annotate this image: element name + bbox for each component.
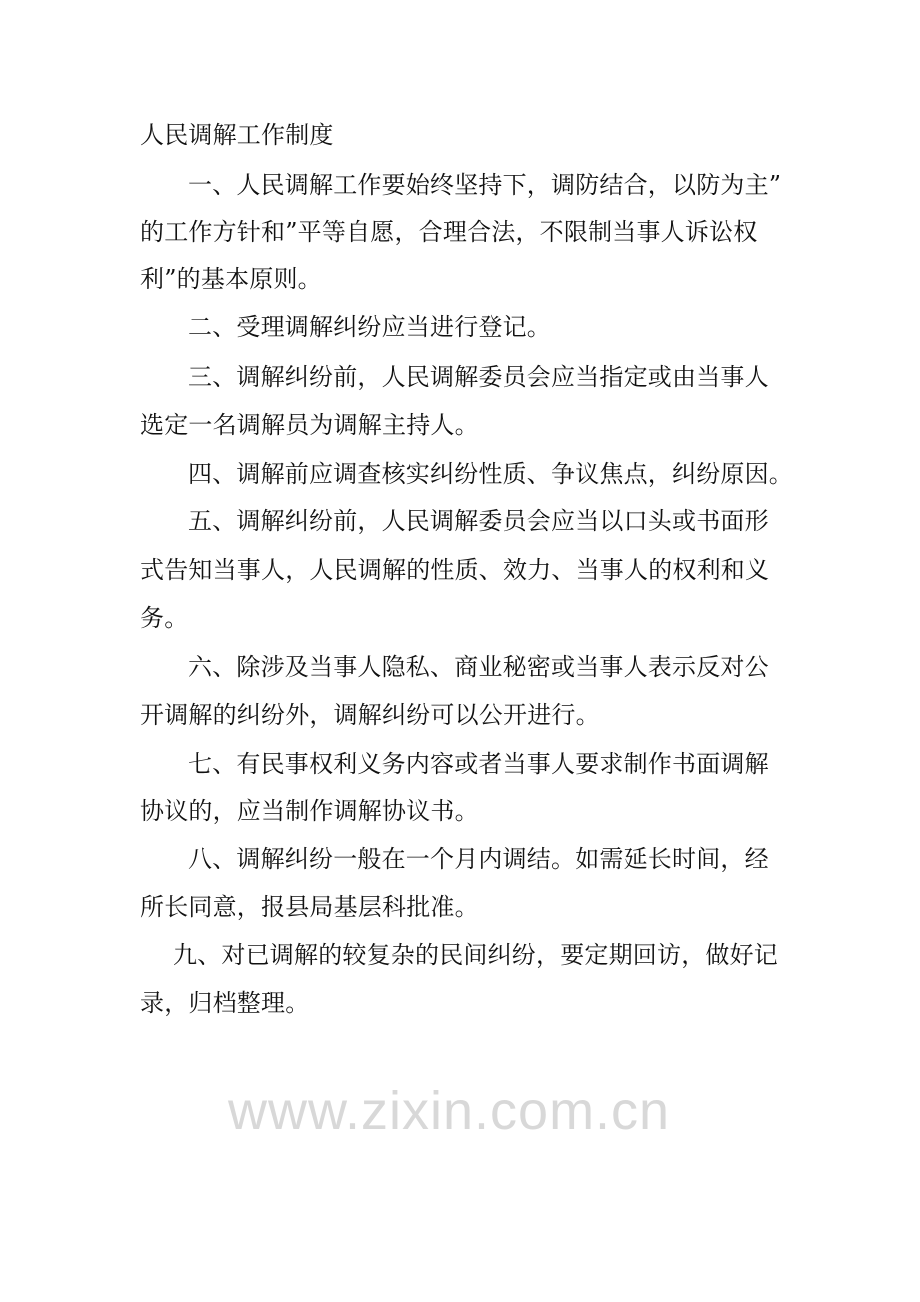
text-line: 七、有民事权利义务内容或者当事人要求制作书面调解: [188, 750, 769, 778]
text-line: 式告知当事人，人民调解的性质、效力、当事人的权利和义: [140, 556, 770, 584]
text-line: 录，归档整理。: [140, 989, 310, 1017]
text-line: 务。: [140, 604, 189, 632]
document-title: 人民调解工作制度: [140, 121, 334, 149]
text-line: 五、调解纠纷前，人民调解委员会应当以口头或书面形: [188, 507, 769, 535]
text-line: 所长同意，报县局基层科批准。: [140, 893, 479, 921]
watermark: www.zixin.com.cn: [228, 1081, 671, 1141]
text-line: 协议的，应当制作调解协议书。: [140, 797, 479, 825]
text-line: 三、调解纠纷前，人民调解委员会应当指定或由当事人: [188, 363, 769, 391]
text-line: 八、调解纠纷一般在一个月内调结。如需延长时间，经: [188, 845, 769, 873]
text-line: 的工作方针和”平等自愿，合理合法，不限制当事人诉讼权: [140, 218, 758, 246]
text-line: 二、受理调解纠纷应当进行登记。: [188, 313, 551, 341]
text-line: 开调解的纠纷外，调解纠纷可以公开进行。: [140, 701, 600, 729]
text-line: 选定一名调解员为调解主持人。: [140, 411, 479, 439]
text-line: 九、对已调解的较复杂的民间纠纷，要定期回访，做好记: [173, 941, 778, 969]
text-line: 一、人民调解工作要始终坚持下，调防结合，以防为主”: [188, 171, 782, 199]
text-line: 利”的基本原则。: [140, 265, 322, 293]
text-line: 四、调解前应调查核实纠纷性质、争议焦点，纠纷原因。: [188, 460, 793, 488]
text-line: 六、除涉及当事人隐私、商业秘密或当事人表示反对公: [188, 653, 769, 681]
